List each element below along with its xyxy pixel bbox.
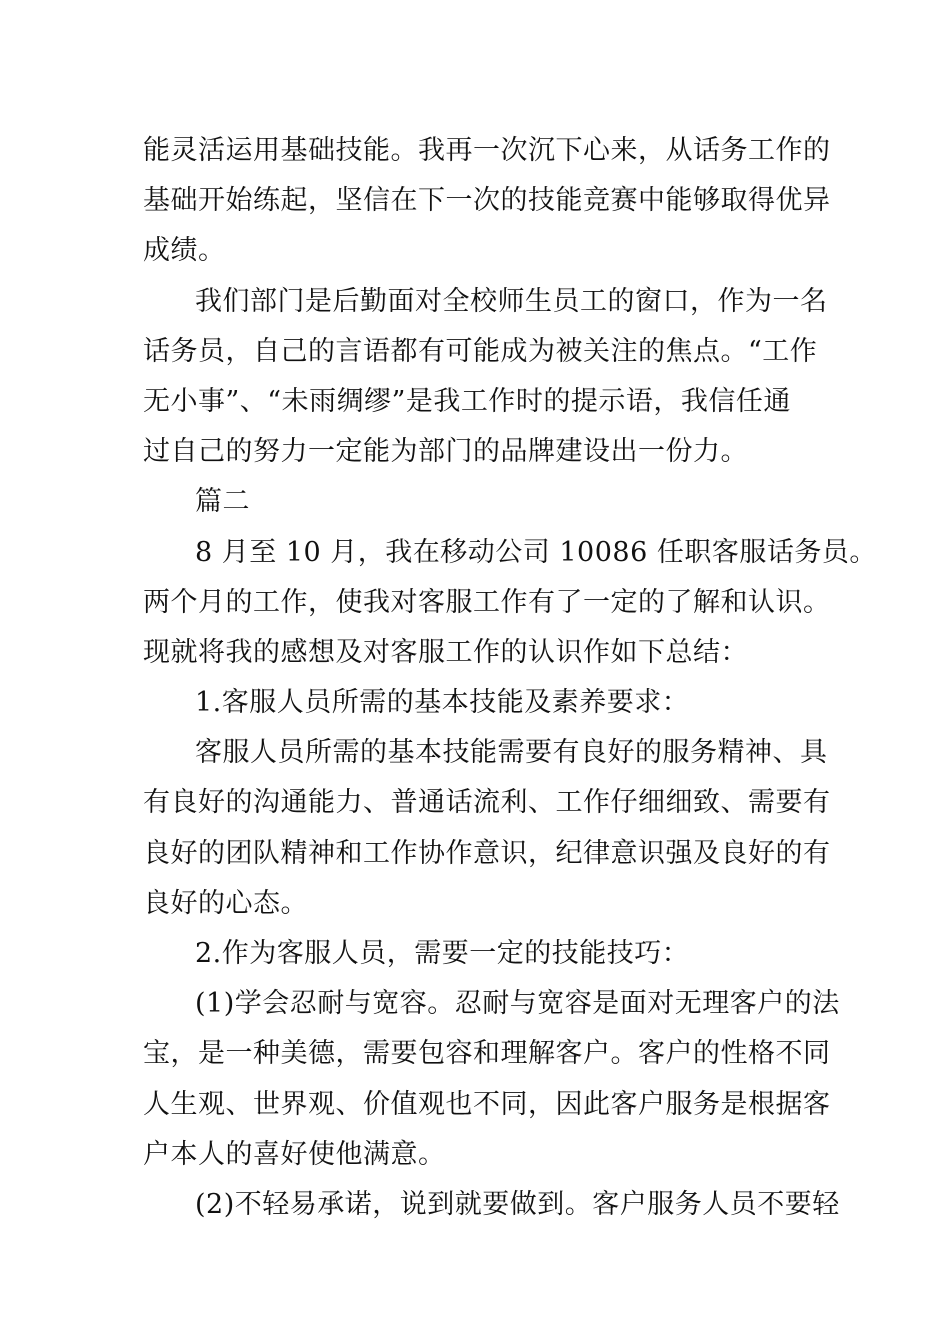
text-line: 过自己的努力一定能为部门的品牌建设出一份力。 [143,436,748,468]
text-line: 良好的团队精神和工作协作意识，纪律意识强及良好的有 [143,837,831,869]
text-line: 人生观、世界观、价值观也不同，因此客户服务是根据客 [143,1088,831,1120]
text-line: 1.客服人员所需的基本技能及素养要求： [195,687,690,719]
text-line: (1)学会忍耐与宽容。忍耐与宽容是面对无理客户的法 [195,988,840,1020]
text-line: 能灵活运用基础技能。我再一次沉下心来，从话务工作的 [143,135,831,166]
text-line: 有良好的沟通能力、普通话流利、工作仔细细致、需要有 [143,787,831,819]
document-body [143,126,877,1230]
text-line: 户本人的喜好使他满意。 [143,1138,446,1170]
text-line: 现就将我的感想及对客服工作的认识作如下总结： [143,636,748,668]
text-line: 我们部门是后勤面对全校师生员工的窗口，作为一名 [195,285,828,317]
text-line: 成绩。 [143,235,226,267]
text-line: 良好的心态。 [143,887,308,919]
text-line: 2.作为客服人员，需要一定的技能技巧： [195,938,690,969]
text-line: (2)不轻易承诺，说到就要做到。客户服务人员不要轻 [195,1188,840,1220]
text-line: 无小事”、“未雨绸缪”是我工作时的提示语，我信任通 [143,385,791,417]
text-line: 两个月的工作，使我对客服工作有了一定的了解和认识。 [143,586,831,618]
text-line: 篇二 [195,486,250,518]
text-line: 话务员，自己的言语都有可能成为被关注的焦点。“工作 [143,335,818,367]
text-line: 宝，是一种美德，需要包容和理解客户。客户的性格不同 [143,1038,831,1070]
text-line: 基础开始练起，坚信在下一次的技能竞赛中能够取得优异 [143,185,831,217]
text-line: 客服人员所需的基本技能需要有良好的服务精神、具 [195,737,828,769]
text-line: 8 月至 10 月，我在移动公司 10086 任职客服话务员。 [195,536,877,568]
